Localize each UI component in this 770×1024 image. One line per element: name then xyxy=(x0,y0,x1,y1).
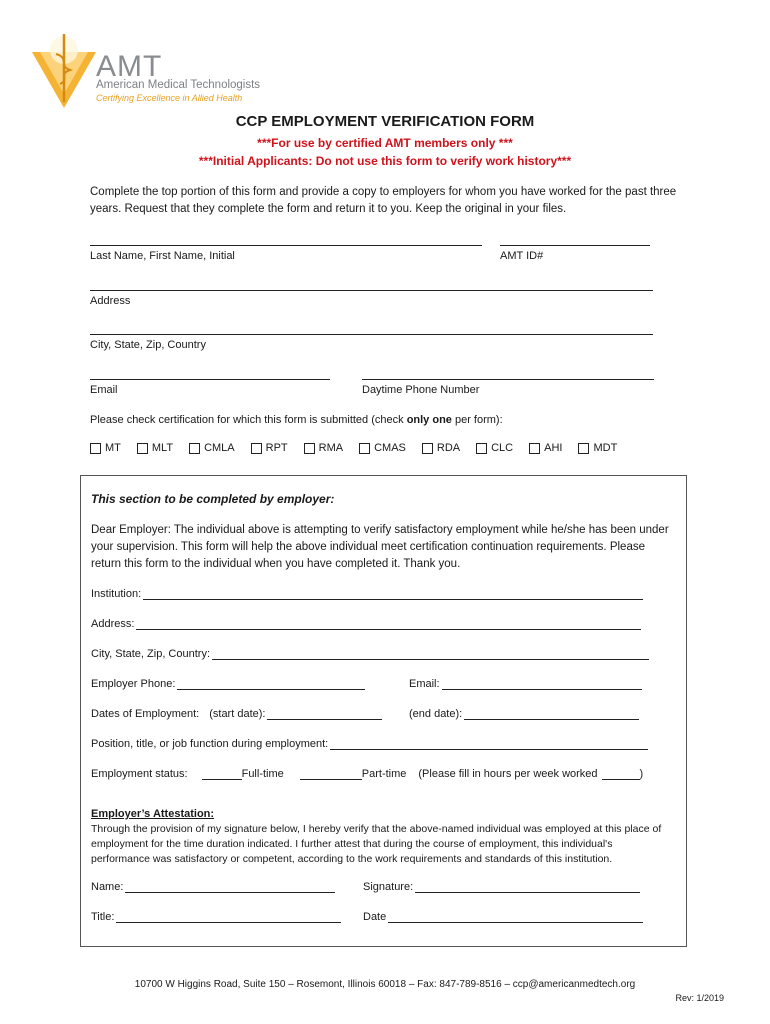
cert-label: MT xyxy=(105,442,121,454)
cert-checkbox-mlt[interactable] xyxy=(137,442,173,454)
hours-input[interactable] xyxy=(602,769,640,780)
employer-email-input[interactable] xyxy=(442,679,642,690)
cert-checkbox-rda[interactable] xyxy=(422,442,460,454)
position-field xyxy=(91,738,648,750)
end-date-field xyxy=(409,708,639,720)
phone-line[interactable] xyxy=(362,379,654,380)
intro-paragraph: Complete the top portion of this form and provide a copy to employers for whom you have worked for the past three years. Request that they complete the form and return it to you. Keep the original in your files. xyxy=(90,186,677,215)
status-label: Employment status: xyxy=(91,768,188,780)
signature-label: Signature: xyxy=(363,881,414,893)
employer-heading: This section to be completed by employer: xyxy=(91,492,335,506)
cert-prompt-tail: per form): xyxy=(451,414,503,426)
employer-city-input[interactable] xyxy=(212,649,649,660)
signature-field xyxy=(363,881,640,893)
employer-address-label: Address: xyxy=(91,618,135,630)
cert-label: MDT xyxy=(593,442,618,454)
dates-label: Dates of Employment: xyxy=(91,708,200,720)
amt-id-label: AMT ID# xyxy=(500,250,544,262)
cert-label: RDA xyxy=(436,442,461,454)
email-label: Email xyxy=(90,384,118,396)
cert-label: CMLA xyxy=(204,442,235,454)
hours-close: ) xyxy=(639,768,644,780)
cert-checkbox-cmas[interactable] xyxy=(359,442,406,454)
cert-checkbox-cmla[interactable] xyxy=(189,442,235,454)
city-label: City, State, Zip, Country xyxy=(90,339,206,351)
cert-label: RMA xyxy=(318,442,344,454)
amt-logo-icon xyxy=(30,30,98,110)
brand-full-name: American Medical Technologists xyxy=(96,79,261,91)
employer-email-field xyxy=(409,678,642,690)
attest-title-label: Title: xyxy=(91,911,115,923)
employer-letter: Dear Employer: The individual above is attempting to verify satisfactory employment while he/she has been under your supervision. This form will help the above individual meet certification continuation requirements. Please return this form to the individual when you have completed it. Thank you. xyxy=(91,524,669,570)
checkbox-icon[interactable] xyxy=(251,443,262,454)
employer-phone-label: Employer Phone: xyxy=(91,678,176,690)
notice-members-only: ***For use by certified AMT members only *** xyxy=(257,136,513,150)
cert-label: CMAS xyxy=(374,442,406,454)
attest-name-input[interactable] xyxy=(125,882,335,893)
position-label: Position, title, or job function during employment: xyxy=(91,738,329,750)
employer-city-field xyxy=(91,648,649,660)
employer-phone-field xyxy=(91,678,365,690)
employer-phone-input[interactable] xyxy=(177,679,365,690)
cert-label: MLT xyxy=(151,442,174,454)
cert-label: CLC xyxy=(491,442,514,454)
email-line[interactable] xyxy=(90,379,330,380)
parttime-input[interactable] xyxy=(300,769,362,780)
attest-title-field xyxy=(91,911,341,923)
checkbox-icon[interactable] xyxy=(359,443,370,454)
brand-tagline: Certifying Excellence in Allied Health xyxy=(96,93,243,103)
attestation-heading: Employer’s Attestation: xyxy=(91,808,215,820)
name-line[interactable] xyxy=(90,245,482,246)
cert-checkbox-rpt[interactable] xyxy=(251,442,288,454)
brand-name: AMT xyxy=(96,50,163,83)
employer-city-label: City, State, Zip, Country: xyxy=(91,648,211,660)
amt-id-line[interactable] xyxy=(500,245,650,246)
status-field xyxy=(91,768,643,780)
attest-date-label: Date xyxy=(363,911,387,923)
attest-name-field xyxy=(91,881,335,893)
employer-section xyxy=(80,475,687,947)
fulltime-input[interactable] xyxy=(202,769,242,780)
name-label: Last Name, First Name, Initial xyxy=(90,250,235,262)
hours-label: (Please fill in hours per week worked xyxy=(418,768,598,780)
institution-input[interactable] xyxy=(143,589,643,600)
fulltime-label: Full-time xyxy=(241,768,284,780)
revision-label: Rev: 1/2019 xyxy=(675,993,724,1003)
checkbox-icon[interactable] xyxy=(90,443,101,454)
cert-checkbox-row xyxy=(90,442,633,454)
cert-label: RPT xyxy=(265,442,288,454)
employer-address-field xyxy=(91,618,641,630)
start-date-input[interactable] xyxy=(267,709,382,720)
cert-prompt-text: Please check certification for which this form is submitted (check xyxy=(90,414,407,426)
cert-checkbox-ahi[interactable] xyxy=(529,442,562,454)
cert-checkbox-rma[interactable] xyxy=(304,442,343,454)
end-date-label: (end date): xyxy=(409,708,463,720)
cert-prompt-emphasis: only one xyxy=(406,414,452,426)
signature-input[interactable] xyxy=(415,882,640,893)
checkbox-icon[interactable] xyxy=(578,443,589,454)
checkbox-icon[interactable] xyxy=(304,443,315,454)
employer-address-input[interactable] xyxy=(136,619,641,630)
checkbox-icon[interactable] xyxy=(422,443,433,454)
attest-title-input[interactable] xyxy=(116,912,341,923)
notice-initial-applicants: ***Initial Applicants: Do not use this form to verify work history*** xyxy=(198,154,572,168)
checkbox-icon[interactable] xyxy=(529,443,540,454)
dates-field xyxy=(91,708,382,720)
cert-checkbox-mdt[interactable] xyxy=(578,442,617,454)
position-input[interactable] xyxy=(330,739,648,750)
checkbox-icon[interactable] xyxy=(137,443,148,454)
phone-label: Daytime Phone Number xyxy=(362,384,480,396)
attest-date-input[interactable] xyxy=(388,912,643,923)
attest-name-label: Name: xyxy=(91,881,124,893)
parttime-label: Part-time xyxy=(361,768,407,780)
city-line[interactable] xyxy=(90,334,653,335)
end-date-input[interactable] xyxy=(464,709,639,720)
cert-checkbox-mt[interactable] xyxy=(90,442,121,454)
start-date-label: (start date): xyxy=(209,708,266,720)
attestation-text: Through the provision of my signature below, I hereby verify that the above-named individual was employed at this place of employment for the time duration indicated. I further attest that during the course of employment, this individual's performance was satisfactory or competent, according to the work requirements and standards of this institution. xyxy=(91,823,662,865)
attest-date-field xyxy=(363,911,643,923)
institution-label: Institution: xyxy=(91,588,142,600)
checkbox-icon[interactable] xyxy=(189,443,200,454)
institution-field xyxy=(91,588,643,600)
cert-checkbox-clc[interactable] xyxy=(476,442,513,454)
cert-prompt xyxy=(90,414,503,426)
address-label: Address xyxy=(90,295,131,307)
form-title: CCP EMPLOYMENT VERIFICATION FORM xyxy=(235,113,535,130)
cert-label: AHI xyxy=(544,442,563,454)
footer-address: 10700 W Higgins Road, Suite 150 – Rosemont, Illinois 60018 – Fax: 847-789-8516 – ccp@americanmedtech.org xyxy=(134,979,636,990)
employer-email-label: Email: xyxy=(409,678,440,690)
address-line[interactable] xyxy=(90,290,653,291)
checkbox-icon[interactable] xyxy=(476,443,487,454)
